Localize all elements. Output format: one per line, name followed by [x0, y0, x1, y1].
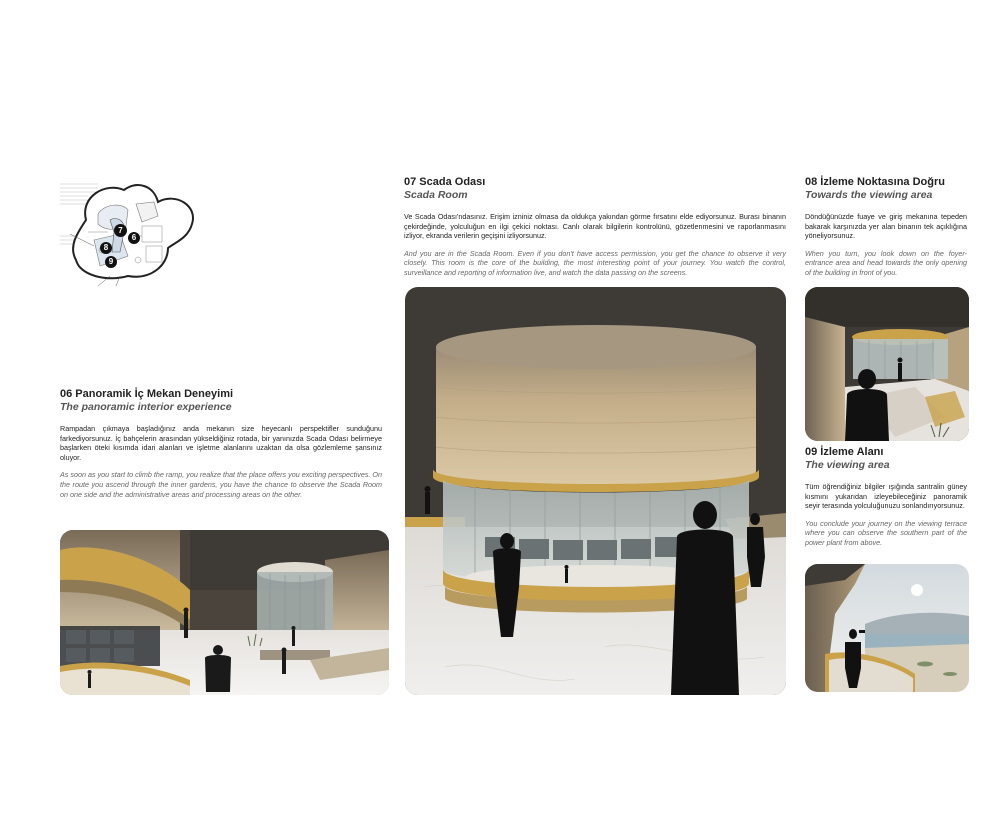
section-06-body-tr: Rampadan çıkmaya başladığınız anda mekanın size heyecanlı perspektifler sunduğunu farkediyorsunuz. İç bahçelerin arasından yükseldiğiniz rotada, bir yanınızda Scada Odası belirmeye başlarken öteki kısımda idari alanları ve işletme alanlarını uzaktan da olsa gözlemleme şansınız oluyor.: [60, 424, 382, 462]
scada-room-render: [405, 287, 786, 695]
panoramic-interior-render: [60, 530, 389, 695]
section-08-title: 08 İzleme Noktasına Doğru: [805, 176, 945, 188]
section-08-subtitle: Towards the viewing area: [805, 189, 933, 201]
section-07-subtitle: Scada Room: [404, 189, 468, 201]
section-08-text: [805, 176, 967, 278]
section-08-body-tr: Döndüğünüzde fuaye ve giriş mekanına tepeden bakarak karşınızda yer alan binanın tek açıklığına yöneliyorsunuz.: [805, 212, 967, 241]
key-plan: [58, 176, 198, 288]
section-06-title: 06 Panoramik İç Mekan Deneyimi: [60, 388, 234, 400]
section-09-title: 09 İzleme Alanı: [805, 446, 884, 458]
section-06-subtitle: The panoramic interior experience: [60, 401, 232, 413]
section-09-body-tr: Tüm öğrendiğiniz bilgiler ışığında santralin güney kısmını yukarıdan izleyebileceğiniz panoramik seyir terasında yolculuğunuzu sonlandırıyorsunuz.: [805, 482, 967, 511]
section-07-title: 07 Scada Odası: [404, 176, 486, 188]
section-08-body-en: When you turn, you look down on the foyer-entrance area and head towards the only opening of the building in front of you.: [805, 248, 967, 277]
marker-7: 7: [114, 224, 127, 237]
section-09-text: [805, 446, 967, 548]
towards-viewing-area-render: [805, 287, 969, 441]
section-09-body-en: You conclude your journey on the viewing terrace where you can observe the southern part of the power plant from above.: [805, 518, 967, 547]
viewing-terrace-render: [805, 564, 969, 692]
marker-8: 8: [100, 242, 112, 254]
marker-9: 9: [105, 256, 117, 268]
section-06-body-en: As soon as you start to climb the ramp, you realize that the place offers you exciting perspectives. On the route you ascend through the inner gardens, you have the chance to observe the Scada Room on one side and the administrative areas and processing areas on the other.: [60, 470, 382, 499]
section-07-text: [404, 176, 786, 278]
marker-6: 6: [128, 232, 140, 244]
section-06-text: [60, 388, 382, 499]
section-07-body-tr: Ve Scada Odası'ndasınız. Erişim izniniz olmasa da oldukça yakından görme fırsatını elde ediyorsunuz. Burası binanın çekirdeğinde, yolculuğun en ilgi çekici noktası. Canlı olarak bilgilerin kontrolünü, gözetlenmesini ve raporlanmasını izliyor, ekranda verilerin geçişini izliyorsunuz.: [404, 212, 786, 241]
section-07-body-en: And you are in the Scada Room. Even if you don't have access permission, you get the chance to observe it very closely. This room is the core of the building, the most interesting point of your journey. You watch the control, surveillance and reporting of information live, and watch the data passing on the screens.: [404, 248, 786, 277]
section-09-subtitle: The viewing area: [805, 459, 890, 471]
